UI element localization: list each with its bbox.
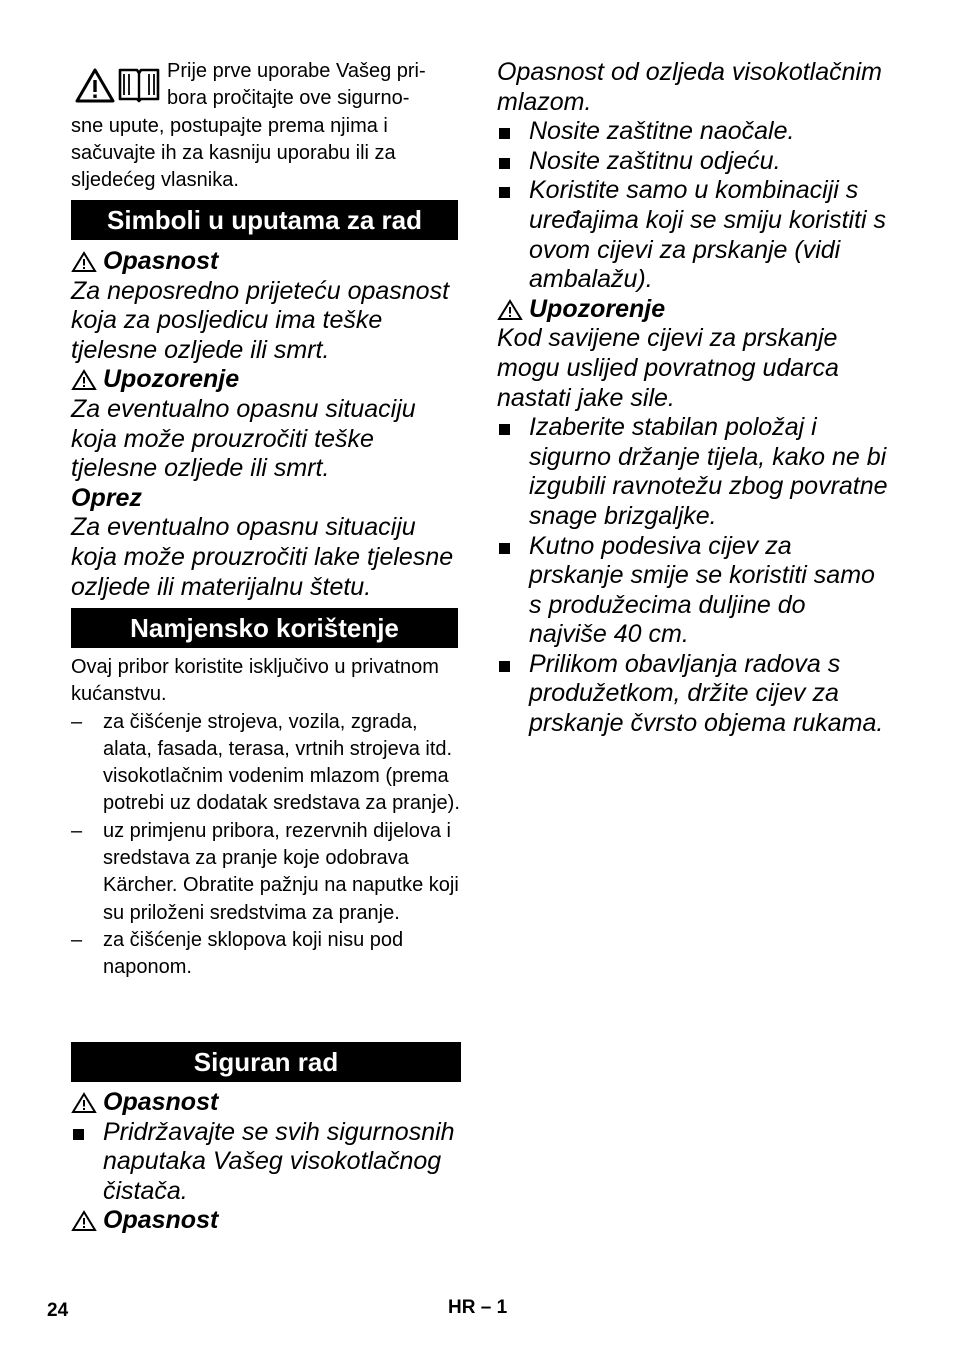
list-item-text: Izaberite stabilan položaj i sigurno držanje tijela, kako ne bi izgubili ravnotežu zbog povratne snage brizgaljke. [529, 413, 888, 530]
list-item-text: Koristite samo u kombinaciji s uređajima koji se smiju koristiti s ovom cijevi za prskanje (vidi ambalažu). [529, 176, 887, 294]
right-column [497, 58, 889, 739]
caution-text: Za eventualno opasnu situaciju koja može prouzročiti lake tjelesne ozljede ili materijalnu štetu. [71, 513, 454, 601]
list-item [71, 818, 461, 927]
warning-label: Upozorenje [497, 295, 889, 325]
manual-book-icon [117, 65, 161, 103]
list-item-text: za čišćenje strojeva, vozila, zgrada, alata, fasada, terasa, vrtnih strojeva itd. visokotlačnim vodenim mlazom (prema potrebi uz dodatak sredstava za pranje). [103, 710, 460, 815]
danger-text: Opasnost od ozljeda visokotlačnim mlazom. [497, 58, 882, 116]
square-bullet [499, 128, 510, 139]
section-heading-intended-use: Namjensko korištenje [71, 608, 458, 648]
warning-triangle-icon [71, 369, 97, 391]
list-item-text: Pridržavajte se svih sigurnosnih naputaka Vašeg visokotlačnog čistača. [103, 1117, 455, 1205]
footer-lang: HR [448, 1297, 476, 1318]
list-item [497, 147, 889, 177]
footer-num: 1 [496, 1297, 508, 1318]
warning-manual-icon-group [71, 58, 167, 112]
list-item [497, 117, 889, 147]
square-bullet [499, 543, 510, 554]
intro-line-1: Prije prve uporabe Vašeg pri- [167, 60, 426, 82]
dash-bullet: – [71, 819, 83, 842]
list-item-text: Prilikom obavljanja radova s produžetkom, držite cijev za prskanje čvrsto objema rukama. [529, 649, 884, 738]
list-item [497, 532, 889, 650]
section-heading-safe-operation: Siguran rad [71, 1042, 461, 1082]
danger-label: Opasnost [71, 1088, 463, 1118]
intended-use-intro: Ovaj pribor koristite isključivo u privatnom kućanstvu. [71, 656, 439, 706]
warning-triangle-icon [71, 251, 97, 273]
symbols-block [71, 247, 463, 602]
square-bullet [499, 158, 510, 169]
danger-label: Opasnost [71, 247, 463, 277]
warning-triangle-icon [497, 299, 523, 321]
dash-bullet: – [71, 710, 83, 733]
list-item-text: Nosite zaštitnu odjeću. [529, 146, 781, 175]
danger-text: Za neposredno prijeteću opasnost koja za posljedicu ima teške tjelesne ozljede ili smrt. [71, 276, 450, 364]
list-item [497, 176, 889, 294]
square-bullet [499, 661, 510, 672]
footer-label [448, 1297, 507, 1319]
page-number: 24 [47, 1300, 69, 1321]
list-item [71, 1118, 463, 1207]
intro-rest: sne upute, postupajte prema njima i sačuvajte ih za kasniju uporabu ili za sljedećeg vlasnika. [71, 114, 396, 192]
square-bullet [499, 424, 510, 435]
square-bullet [73, 1129, 84, 1140]
section-heading-symbols: Simboli u uputama za rad [71, 200, 458, 240]
warning-text: Kod savijene cijevi za prskanje mogu uslijed povratnog udarca nastati jake sile. [497, 324, 839, 412]
list-item [497, 650, 889, 739]
warning-triangle-icon [71, 1210, 97, 1232]
list-item [71, 709, 461, 818]
intended-use-block [71, 654, 461, 982]
danger-label: Opasnost [71, 1206, 463, 1236]
warning-text: Za eventualno opasnu situaciju koja može prouzročiti teške tjelesne ozljede ili smrt. [71, 394, 416, 483]
intro-block [71, 58, 461, 194]
caution-label: Oprez [71, 483, 142, 512]
warning-triangle-icon [71, 1092, 97, 1114]
list-item [497, 413, 889, 531]
footer-sep: – [480, 1297, 492, 1318]
list-item-text: Kutno podesiva cijev za prskanje smije se koristiti samo s produžecima duljine do najviše 40 cm. [529, 531, 875, 649]
safe-operation-block [71, 1088, 463, 1236]
list-item-text: uz primjenu pribora, rezervnih dijelova i sredstava za pranje koje odobrava Kärcher. Obratite pažnju na naputke koji su priloženi sredstvima za pranje. [103, 819, 459, 924]
square-bullet [499, 187, 510, 198]
warning-triangle-icon [75, 67, 115, 103]
list-item-text: za čišćenje sklopova koji nisu pod naponom. [103, 928, 404, 979]
warning-label: Upozorenje [71, 365, 463, 395]
intro-line-2: bora pročitajte ove sigurno- [167, 87, 410, 110]
list-item [71, 927, 461, 982]
dash-bullet: – [71, 928, 83, 951]
list-item-text: Nosite zaštitne naočale. [529, 117, 795, 146]
